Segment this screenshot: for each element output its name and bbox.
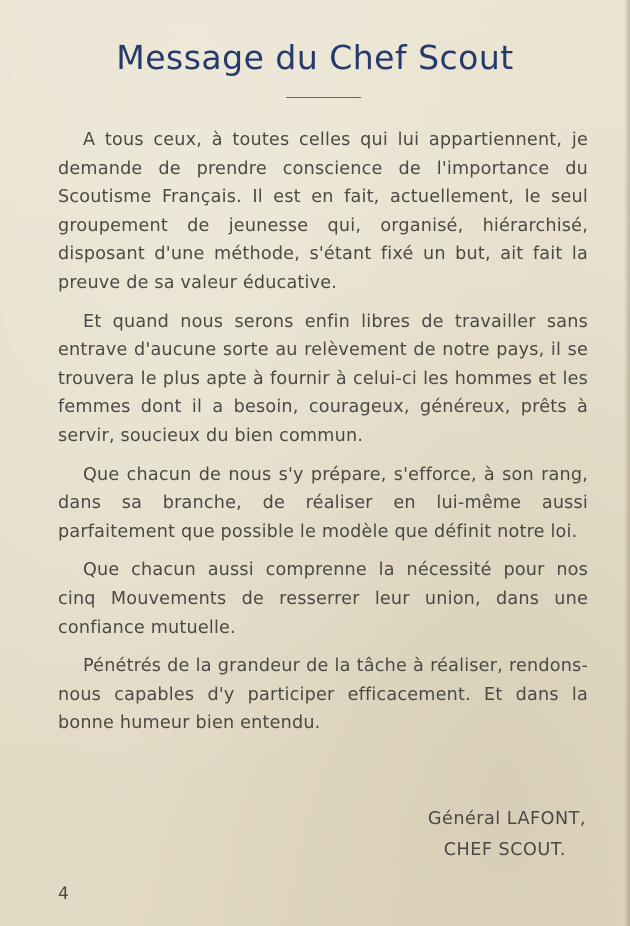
title-divider xyxy=(286,97,361,98)
message-body xyxy=(58,126,588,748)
paragraph-2: Et quand nous serons enfin libres de travailler sans entrave d'aucune sorte au relèvement de notre pays, il se trouvera le plus apte à fournir à celui-ci les hommes et les femmes dont il a besoin, courageux, généreux, prêts à servir, soucieux du bien commun. xyxy=(58,311,588,446)
signature-block xyxy=(326,804,586,866)
paragraph-1: A tous ceux, à toutes celles qui lui appartiennent, je demande de prendre conscience de l'importance du Scoutisme Français. Il est en fait, actuellement, le seul groupement de jeunesse qui, organisé, hiérarchisé, disposant d'une méthode, s'étant fixé un but, ait fait la preuve de sa valeur éducative. xyxy=(58,130,588,293)
paragraph-3: Que chacun de nous s'y prépare, s'efforce, à son rang, dans sa branche, de réaliser en lui-même aussi parfaitement que possible le modèle que définit notre loi. xyxy=(58,464,588,542)
paragraph-4: Que chacun aussi comprenne la nécessité pour nos cinq Mouvements de resserrer leur union, dans une confiance mutuelle. xyxy=(58,560,588,638)
page-title: Message du Chef Scout xyxy=(116,38,514,77)
signature-name: Général LAFONT, xyxy=(427,809,586,829)
page-number: 4 xyxy=(58,884,69,904)
signature-title: CHEF SCOUT. xyxy=(443,840,566,860)
paragraph-5: Pénétrés de la grandeur de la tâche à réaliser, rendons-nous capables d'y participer efficacement. Et dans la bonne humeur bien entendu. xyxy=(58,656,588,734)
